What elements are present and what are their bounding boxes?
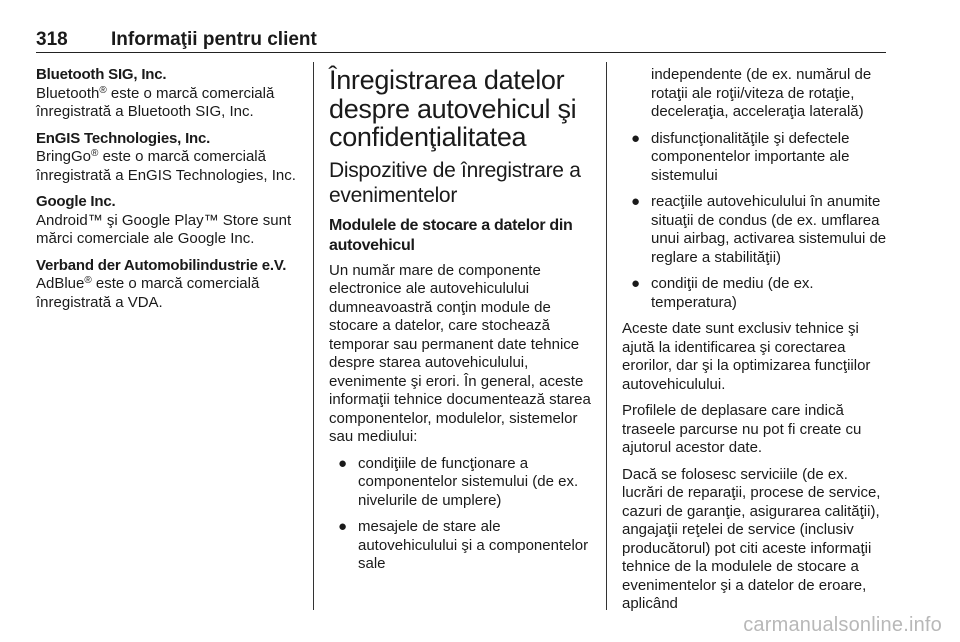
trademark-entry <box>36 257 298 313</box>
list-item: ● disfuncţionalităţile şi defectele componentelor importante ale sistemului <box>631 129 850 184</box>
bullet-list <box>622 130 888 313</box>
trademark-company: EnGIS Technologies, Inc. <box>36 129 211 147</box>
bullet-icon: ● <box>631 275 641 292</box>
subsection-heading: Dispozitive de înregistrare a evenimentelor <box>329 158 581 207</box>
trademark-company: Verband der Automobilindustrie e.V. <box>36 256 287 274</box>
page-number: 318 <box>36 29 68 50</box>
intro-paragraph: Un număr mare de componente electronice ale autovehiculului dumneavoastră conţin module de stocare a datelor, care stochează temporar sau permanent date tehnice despre starea autovehiculului, evenimente şi erori. În general, aceste informaţii tehnice documentează starea componentelor, modulelor, sistemelor sau mediului: <box>329 261 591 445</box>
trademark-company: Google Inc. <box>36 193 116 210</box>
section-heading: Înregistrarea datelor despre autovehicul şi confidenţialitatea <box>329 65 577 152</box>
running-title: Informaţii pentru client <box>111 29 317 50</box>
trademark-entry <box>36 66 298 122</box>
body-paragraph: Dacă se folosesc serviciile (de ex. lucrări de reparaţii, procese de service, cazuri de garanţie, asigurarea calităţii), angajaţii reţelei de service (inclusiv producătorul) pot citi aceste informaţii tehnice de la modulele de stocare a evenimentelor şi a datelor de eroare, aplicând <box>622 465 881 612</box>
body-paragraph: Profilele de deplasare care indică traseele parcurse nu pot fi create cu ajutorul acestor date. <box>622 402 862 456</box>
list-item: ● reacţiile autovehiculului în anumite situaţii de condus (de ex. umflarea unui airbag, activarea sistemului de reglare a stabilităţii) <box>631 193 887 266</box>
bullet-icon: ● <box>338 518 348 535</box>
trademark-text: BringGo® este o marcă comercială înregistrată a EnGIS Technologies, Inc. <box>36 148 296 184</box>
column-main <box>329 66 591 582</box>
list-item: ● mesajele de stare ale autovehiculului şi a componentelor sale <box>338 518 589 572</box>
trademark-company: Bluetooth SIG, Inc. <box>36 66 167 83</box>
body-paragraph: Aceste date sunt exclusiv tehnice şi ajută la identificarea şi corectarea erorilor, dar şi la optimizarea funcţiilor autovehiculului. <box>622 320 871 393</box>
bullet-icon: ● <box>338 454 348 472</box>
trademark-entry <box>36 130 298 186</box>
bullet-list <box>329 455 591 574</box>
column-divider-2 <box>606 62 607 610</box>
column-divider-1 <box>313 62 314 610</box>
trademark-entry <box>36 193 298 249</box>
column-trademarks <box>36 66 298 320</box>
bullet-icon: ● <box>631 129 641 147</box>
page-header <box>36 30 886 53</box>
trademark-text: Android™ şi Google Play™ Store sunt mărci comerciale ale Google Inc. <box>36 211 292 247</box>
trademark-text: AdBlue® este o marcă comercială înregistrată a VDA. <box>36 275 260 311</box>
trademark-text: Bluetooth® este o marcă comercială înregistrată a Bluetooth SIG, Inc. <box>36 84 275 120</box>
list-item: ● condiţiile de funcţionare a componentelor sistemului (de ex. nivelurile de umplere) <box>338 454 579 509</box>
sub-subsection-heading: Modulele de stocare a datelor din autovehicul <box>329 216 573 254</box>
list-item: ● condiţii de mediu (de ex. temperatura) <box>631 275 814 311</box>
watermark: carmanualsonline.info <box>743 614 942 636</box>
list-item-continuation: independente (de ex. numărul de rotaţii ale roţii/viteza de rotaţie, deceleraţia, acceleraţia laterală) <box>651 66 872 120</box>
column-continued <box>622 66 888 622</box>
bullet-icon: ● <box>631 193 641 210</box>
